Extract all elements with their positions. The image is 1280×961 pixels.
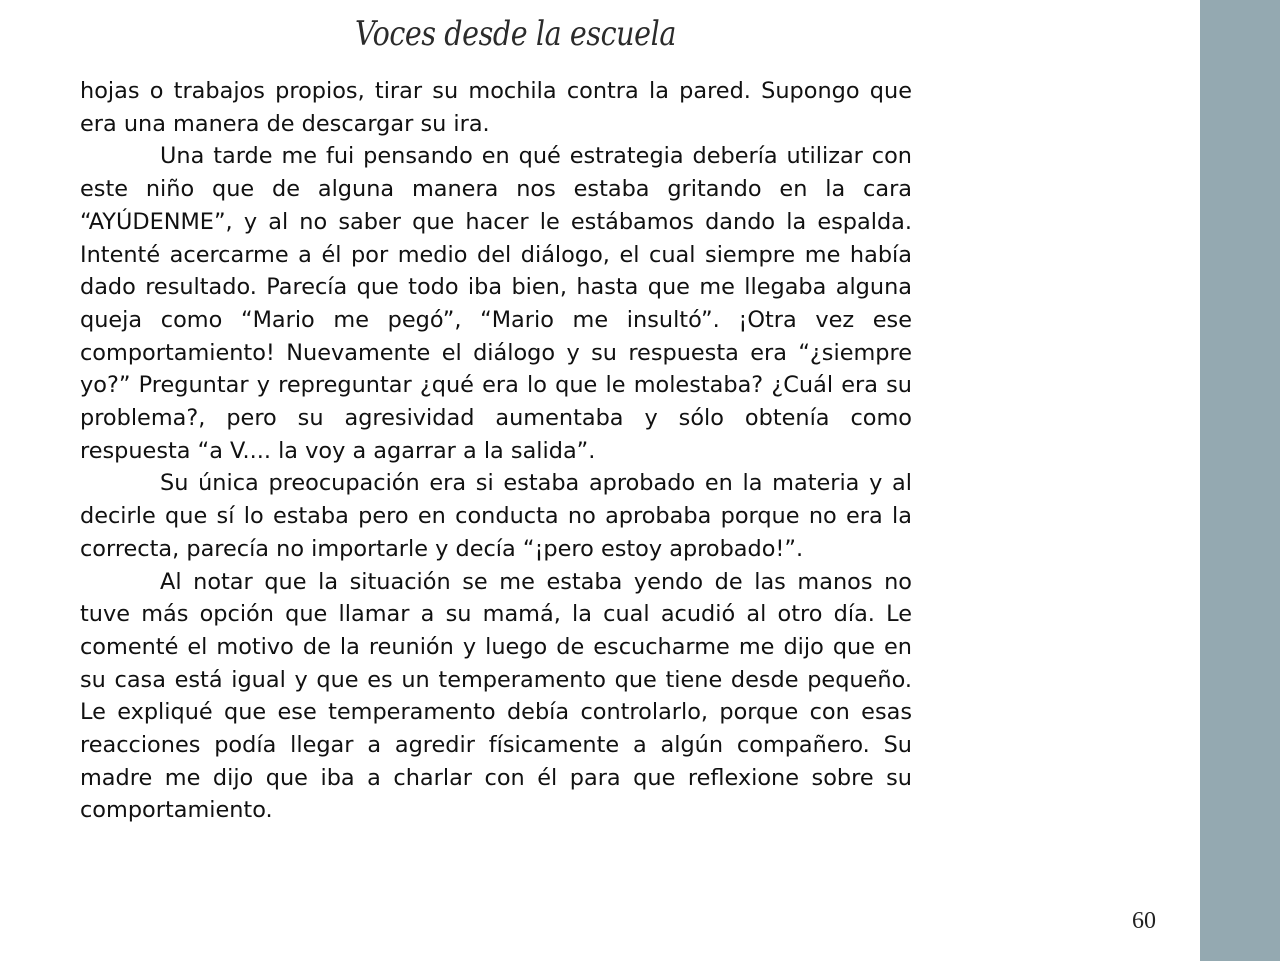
- page-number: 60: [1132, 908, 1156, 934]
- paragraph: hojas o trabajos propios, tirar su mochila contra la pared. Supongo que era una manera de descargar su ira.: [80, 78, 912, 137]
- paragraph: Al notar que la situación se me estaba yendo de las manos no tuve más opción que llamar a su mamá, la cual acudió al otro día. Le comenté el motivo de la reunión y luego de escucharme me dijo que en su casa está igual y que es un temperamento que tiene desde pequeño. Le expliqué que ese temperamento debía controlarlo, porque con esas reacciones podía llegar a agredir físicamente a algún compañero. Su madre me dijo que iba a charlar con él para que reflexione sobre su comportamiento.: [80, 568, 912, 824]
- paragraph: Una tarde me fui pensando en qué estrategia debería utilizar con este niño que de alguna manera nos estaba gritando en la cara “AYÚDENME”, y al no saber que hacer le estábamos dando la espalda. Intenté acercarme a él por medio del diálogo, el cual siempre me había dado resultado. Parecía que todo iba bien, hasta que me llegaba alguna queja como “Mario me pegó”, “Mario me insultó”. ¡Otra vez ese comportamiento! Nuevamente el diálogo y su respuesta era “¿siempre yo?” Preguntar y repreguntar ¿qué era lo que le molestaba? ¿Cuál era su problema?, pero su agresividad aumentaba y sólo obtenía como respuesta “a V.... la voy a agarrar a la salida”.: [80, 143, 912, 464]
- body-text: [80, 75, 912, 827]
- paragraph: Su única preocupación era si estaba aprobado en la materia y al decirle que sí lo estaba pero en conducta no aprobaba porque no era la correcta, parecía no importarle y decía “¡pero estoy aprobado!”.: [80, 470, 912, 562]
- side-color-band: [1200, 0, 1280, 961]
- running-head-title: Voces desde la escuela: [355, 14, 676, 54]
